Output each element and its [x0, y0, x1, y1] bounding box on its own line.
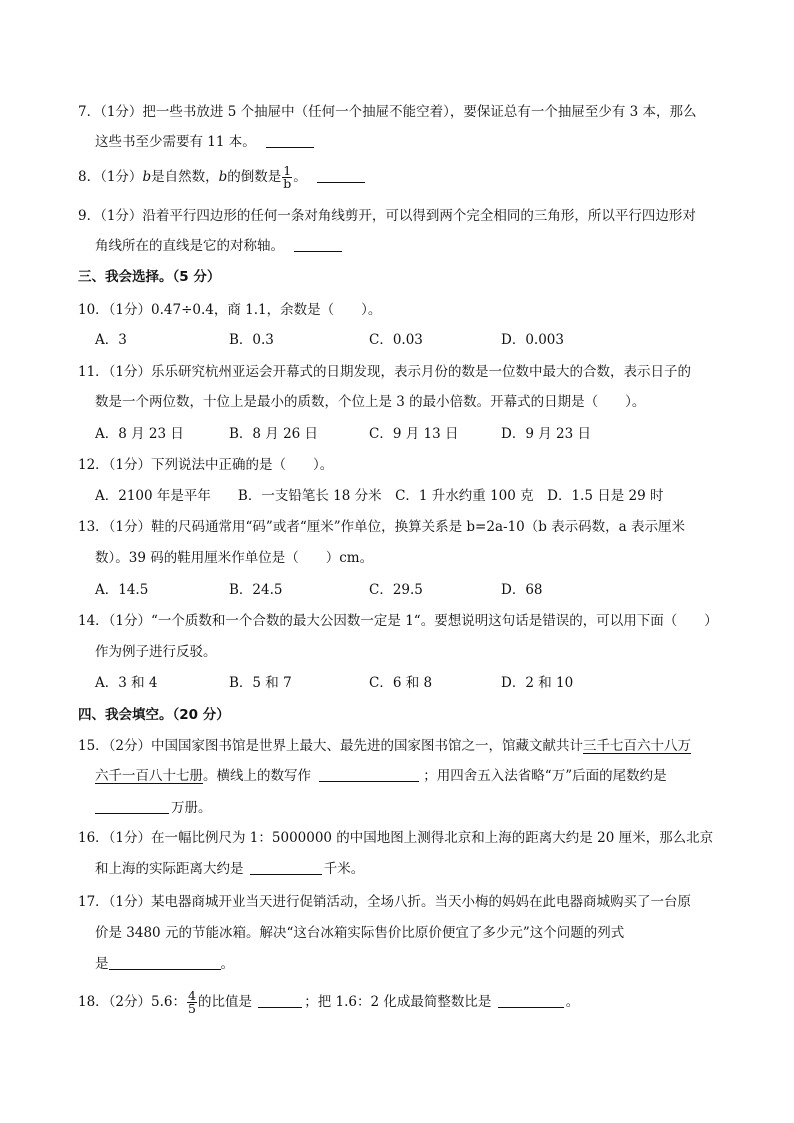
q10-option-c[interactable]: C．0.03: [369, 332, 423, 348]
q7-line1: 7．（1分）把一些书放进 5 个抽屉中（任何一个抽屉不能空着），要保证总有一个抽屉至少有 3 本，那么: [78, 104, 697, 120]
q12-stem: 12．（1分）下列说法中正确的是（ ）。: [78, 457, 334, 473]
q16-line2: 和上海的实际距离大约是 千米。: [95, 861, 365, 877]
q15-answer-blank-2[interactable]: [95, 799, 169, 814]
q9-answer-blank[interactable]: [294, 237, 342, 252]
q11-option-b[interactable]: B．8 月 26 日: [229, 426, 319, 442]
q11-option-a[interactable]: A．8 月 23 日: [95, 426, 184, 442]
q14-option-d[interactable]: D．2 和 10: [501, 675, 574, 691]
q17-answer-blank[interactable]: [109, 955, 221, 970]
q13-line1: 13．（1分）鞋的尺码通常用“码”或者“厘米”作单位，换算关系是 b=2a-10（b 表示码数，a 表示厘米: [78, 519, 686, 535]
q8-answer-blank[interactable]: [317, 168, 365, 183]
q10-option-b[interactable]: B．0.3: [229, 332, 274, 348]
q18-line: 18．（2分）5.6： $\frac{4}{5}$ 的比值是 ；把 1.6：2 化成最简整数比是 。: [78, 988, 580, 1016]
q12-options[interactable]: A．2100 年是平年 B．一支铅笔长 18 分米 C．1 升水约重 100 克 D．1.5 日是 29 时: [95, 488, 664, 504]
q13-line2: 数）。39 码的鞋用厘米作单位是（ ）cm。: [95, 550, 374, 566]
q18-answer-blank-2[interactable]: [498, 993, 564, 1008]
q15-answer-blank-1[interactable]: [319, 767, 419, 782]
q7-line2: 这些书至少需要有 11 本。: [95, 133, 314, 151]
q17-line1: 17．（1分）某电器商城开业当天进行促销活动，全场八折。当天小梅的妈妈在此电器商城购买了一台原: [78, 894, 692, 910]
q10-option-a[interactable]: A．3: [95, 332, 127, 348]
q18-fraction: $\frac{4}{5}$: [188, 988, 196, 1016]
q16-line1: 16．（1分）在一幅比例尺为 1：5000000 的中国地图上测得北京和上海的距离大约是 20 厘米，那么北京: [78, 830, 714, 846]
q11-line1: 11．（1分）乐乐研究杭州亚运会开幕式的日期发现，表示月份的数是一位数中最大的合数，表示日子的: [78, 364, 692, 380]
q16-answer-blank[interactable]: [250, 860, 322, 875]
q14-line2: 作为例子进行反驳。: [95, 644, 217, 660]
q15-line1: 15．（2分）中国国家图书馆是世界上最大、最先进的国家图书馆之一，馆藏文献共计三千七百六十八万: [78, 738, 692, 754]
q11-line2: 数是一个两位数，十位上是最小的质数，个位上是 3 的最小倍数。开幕式的日期是（ ）。: [95, 394, 646, 410]
q7-answer-blank[interactable]: [266, 133, 314, 148]
q14-line1: 14．（1分）“一个质数和一个合数的最大公因数一定是 1“。要想说明这句话是错误的，可以用下面（ ）: [78, 613, 718, 629]
q11-option-c[interactable]: C．9 月 13 日: [369, 426, 459, 442]
section-4-heading: 四、我会填空。（20 分）: [78, 707, 230, 723]
q17-line2: 价是 3480 元的节能冰箱。解决“这台冰箱实际售价比原价便宜了多少元”这个问题的列式: [95, 925, 625, 941]
q9-line1: 9．（1分）沿着平行四边形的任何一条对角线剪开，可以得到两个完全相同的三角形，所以平行四边形对: [78, 208, 696, 224]
q15-line2: 六千一百八十七册。横线上的数写作 ；用四舍五入法省略“万”后面的尾数约是: [95, 768, 667, 784]
q13-option-d[interactable]: D．68: [501, 582, 543, 598]
q8-line: 8．（1分）b是自然数，b的倒数是 $\frac{1}{b}$ 。: [78, 165, 365, 190]
q10-option-d[interactable]: D．0.003: [501, 332, 564, 348]
q10-stem: 10．（1分）0.47÷0.4，商 1.1，余数是（ ）。: [78, 302, 382, 318]
q15-line3: 万册。: [95, 799, 212, 817]
q14-option-b[interactable]: B．5 和 7: [229, 675, 292, 691]
q13-option-c[interactable]: C．29.5: [369, 582, 423, 598]
q18-answer-blank-1[interactable]: [258, 993, 302, 1008]
q14-option-a[interactable]: A．3 和 4: [95, 675, 158, 691]
q13-option-b[interactable]: B．24.5: [229, 582, 283, 598]
q17-line3: 是 。: [95, 956, 234, 972]
q13-option-a[interactable]: A．14.5: [95, 582, 149, 598]
q8-fraction: $\frac{1}{b}$: [283, 163, 292, 191]
q11-option-d[interactable]: D．9 月 23 日: [501, 426, 591, 442]
q9-line2: 角线所在的直线是它的对称轴。: [95, 237, 342, 255]
q14-option-c[interactable]: C．6 和 8: [369, 675, 433, 691]
section-3-heading: 三、我会选择。（5 分）: [78, 269, 221, 285]
